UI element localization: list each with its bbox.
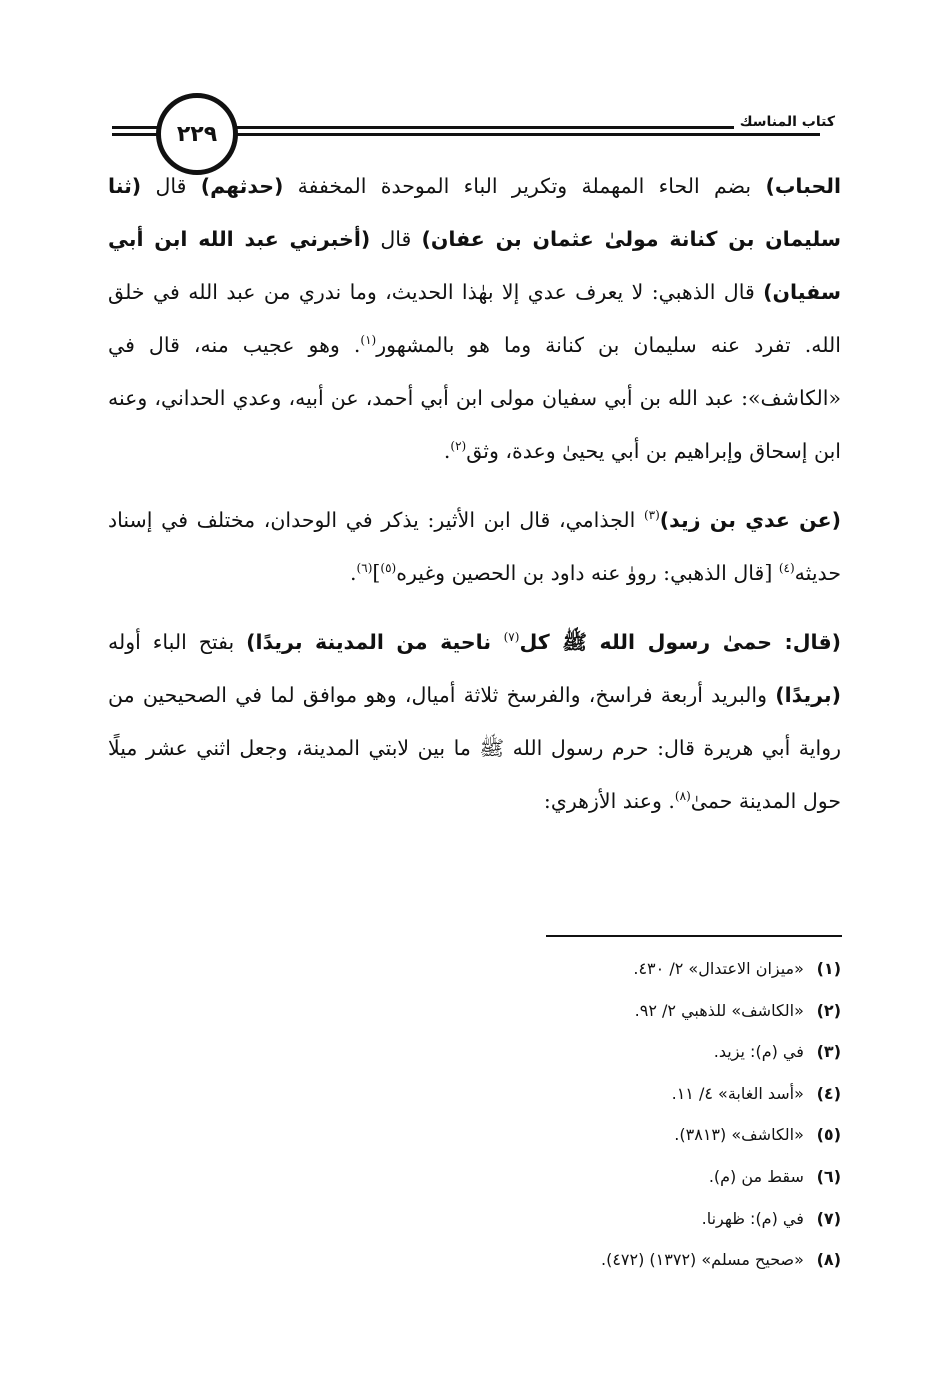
footnote-item [420,1073,841,1115]
header-rule [226,126,820,129]
main-text [108,160,841,844]
page-header [0,0,947,170]
header-rule [226,133,820,136]
footnote-text: «الكاشف» للذهبي ٢/ ٩٢. [634,1000,804,1020]
footnote-number: (٥) [816,1125,841,1145]
footnote-item [420,1114,841,1156]
footnote-item [420,990,841,1032]
footnote-number: (٧) [816,1208,841,1228]
text-span: قال [370,227,422,251]
footnote-number: (٢) [816,1000,841,1020]
footnote-text: «ميزان الاعتدال» ٢/ ٤٣٠. [633,959,804,978]
footnote-text: «صحيح مسلم» (١٣٧٢) (٤٧٢). [600,1250,804,1270]
bold-span: (ثنا سليمان بن كنانة مولىٰ عثمان بن عفان) [108,174,841,251]
bold-span: (حدثهم) [200,174,284,198]
footnote-text: في (م): ظهرنا. [701,1208,804,1228]
text-span: . [443,439,451,463]
text-span: بضم الحاء المهملة وتكرير الباء الموحدة المخففة [283,174,766,198]
footnote-number: (٨) [816,1250,841,1270]
footnote-item [420,1198,841,1240]
footnote-ref[interactable]: (١) [360,333,377,348]
paragraph [108,160,841,478]
footnote-ref[interactable]: (٥) [380,561,397,576]
footnote-ref[interactable]: (٢) [450,439,467,454]
footnote-text: في (م): يزيد. [713,1042,804,1062]
footnote-number: (٣) [816,1042,841,1062]
text-span: . وعند الأزهري: [543,789,675,813]
text-span: بفتح الباء أوله [108,630,247,654]
footnote-separator [546,935,842,937]
footnote-number: (١) [816,959,841,978]
bold-span: ناحية من المدينة بريدًا) [246,630,504,654]
running-title: كتاب المناسك [734,114,841,130]
paragraph [108,616,841,828]
footnote-item [420,1156,841,1198]
footnote-text: «أسد الغابة» ٤/ ١١. [671,1083,804,1103]
paragraph [108,494,841,600]
footnote-number: (٦) [816,1166,841,1186]
text-span: [قال الذهبي: رووٰ عنه داود بن الحصين وغيره [396,561,779,585]
header-rule [112,133,162,136]
footnotes [420,948,841,1281]
footnote-text: «الكاشف» (٣٨١٣). [674,1125,804,1145]
footnote-item [420,1031,841,1073]
bold-span: (بريدًا) [775,683,841,707]
footnote-ref[interactable]: (٣) [643,508,660,523]
bold-span: (أخبرني عبد الله ابن أبي سفيان) [108,227,841,304]
text-span: قال الذهبي: لا يعرف عدي إلا بهٰذا الحديث، وما ندري من عبد الله في خلق الله. تفرد عنه سليمان بن كنانة وما هو بالمشهور [108,280,841,357]
text-span: الجذامي، قال ابن الأثير: يذكر في الوحدان، مختلف في إسناد حديثه [108,508,841,585]
footnote-text: سقط من (م). [708,1166,804,1186]
header-rule [112,126,162,129]
bold-span: (قال: حمىٰ رسول الله ﷺ كل [519,630,842,654]
text-span: قال [141,174,201,198]
text-span: ] [372,561,381,585]
footnote-ref[interactable]: (٧) [503,630,520,645]
text-span: والبريد أربعة فراسخ، والفرسخ ثلاثة أميال، وهو موافق لما في الصحيحين من رواية أبي هريرة قال: حرم رسول الله ﷺ ما بين لابتي المدينة، وجعل اثني عشر ميلًا حول المدينة حمىٰ [108,683,841,813]
footnote-ref[interactable]: (٨) [674,789,691,804]
page-number: ٢٢٩ [176,121,218,147]
footnote-item [420,948,841,990]
footnote-item [420,1239,841,1281]
bold-span: الحباب) [765,174,841,198]
bold-span: (عن عدي بن زيد) [659,508,841,532]
footnote-ref[interactable]: (٦) [356,561,373,576]
footnote-ref[interactable]: (٤) [778,561,795,576]
footnote-number: (٤) [816,1083,841,1103]
text-span: . [350,561,357,585]
text-span: . وهو عجيب منه، قال في «الكاشف»: عبد الله بن أبي سفيان مولى ابن أبي أحمد، عن أبيه، وعدي الحداني، وعنه ابن إسحاق وإبراهيم بن أبي يحيىٰ وعدة، وثق [108,333,841,463]
